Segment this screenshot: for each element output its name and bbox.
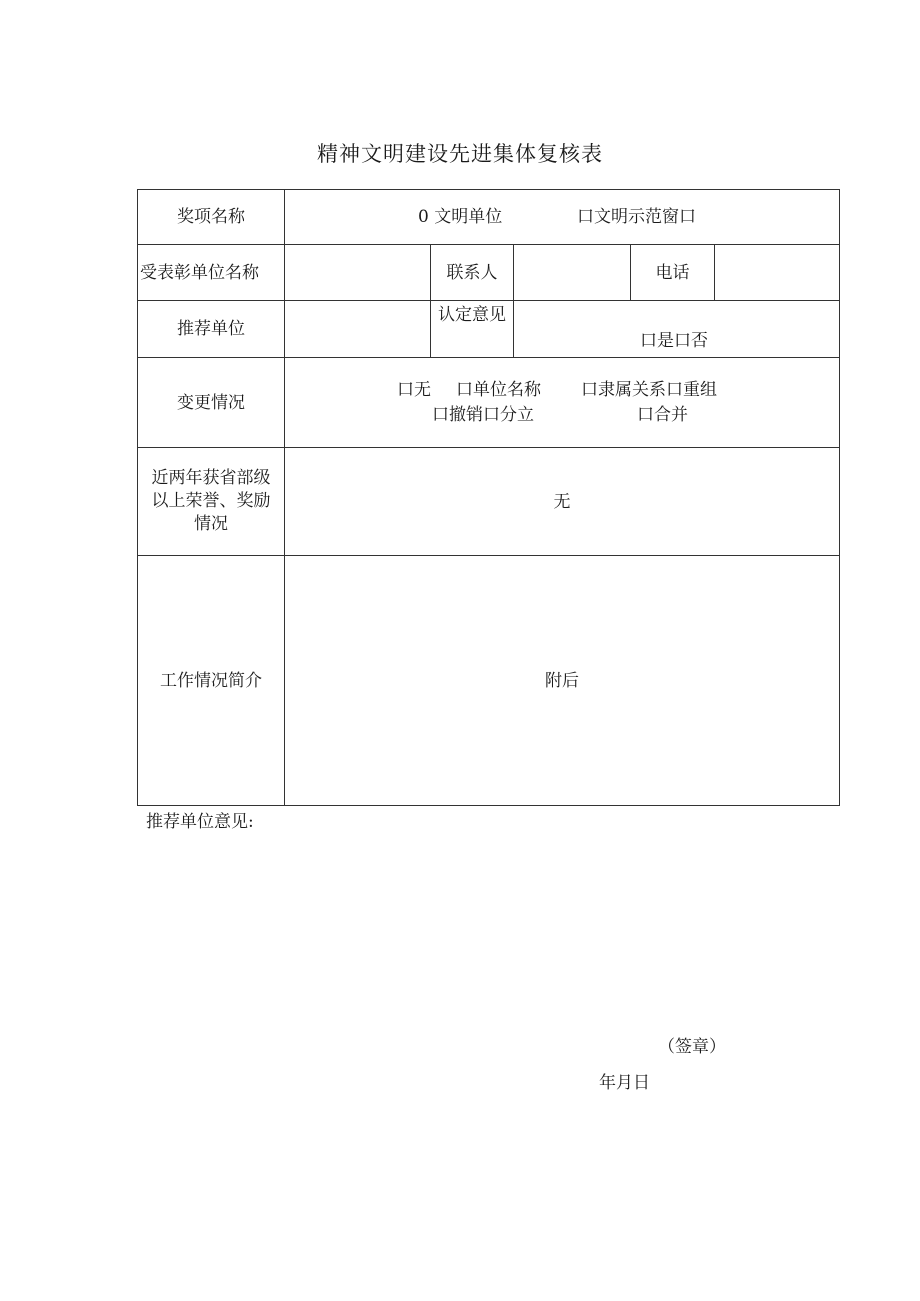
change-option-unit-name[interactable]: 口单位名称 bbox=[456, 380, 541, 400]
honor-value[interactable]: 无 bbox=[285, 448, 840, 556]
recipient-unit-label: 受表彰单位名称 bbox=[138, 245, 285, 301]
award-name-value-cell bbox=[285, 190, 840, 245]
recipient-unit-field[interactable] bbox=[285, 245, 431, 301]
award-name-label: 奖项名称 bbox=[138, 190, 285, 245]
change-option-affiliation-reorg[interactable]: 口隶属关系口重组 bbox=[581, 380, 717, 400]
award-option-model-window[interactable]: 口文明示范窗口 bbox=[577, 207, 696, 227]
phone-field[interactable] bbox=[715, 245, 840, 301]
recommend-unit-label: 推荐单位 bbox=[138, 301, 285, 358]
confirm-opinion-label: 认定意见 bbox=[431, 301, 514, 358]
row-award-name bbox=[138, 190, 840, 245]
change-status-cell bbox=[285, 358, 840, 448]
page-title: 精神文明建设先进集体复核表 bbox=[317, 142, 603, 166]
work-summary-value[interactable]: 附后 bbox=[285, 556, 840, 806]
change-status-label: 变更情况 bbox=[138, 358, 285, 448]
contact-person-label: 联系人 bbox=[431, 245, 514, 301]
seal-label: （签章） bbox=[658, 1037, 726, 1057]
row-recipient bbox=[138, 245, 840, 301]
change-option-none[interactable]: 口无 bbox=[397, 380, 431, 400]
honor-label-line1: 近两年获省部级 bbox=[151, 468, 271, 488]
work-summary-label: 工作情况简介 bbox=[138, 556, 285, 806]
row-honor bbox=[138, 448, 840, 556]
honor-label-line2: 以上荣誉、奖励 bbox=[151, 491, 271, 511]
contact-person-field[interactable] bbox=[514, 245, 631, 301]
confirm-opinion-cell bbox=[514, 301, 840, 358]
recommend-opinion-label: 推荐单位意见: bbox=[146, 812, 254, 832]
phone-label: 电话 bbox=[631, 245, 715, 301]
row-change bbox=[138, 358, 840, 448]
confirm-yes-no-options[interactable]: 口是口否 bbox=[640, 331, 708, 351]
change-option-revoke-split[interactable]: 口撤销口分立 bbox=[432, 405, 534, 425]
date-label: 年月日 bbox=[599, 1073, 650, 1093]
award-option-civilized-unit[interactable]: 0 文明单位 bbox=[418, 207, 503, 227]
honor-label bbox=[138, 448, 285, 556]
row-work-summary bbox=[138, 556, 840, 806]
review-form-table bbox=[137, 189, 840, 806]
recommend-unit-field[interactable] bbox=[285, 301, 431, 358]
change-option-merge[interactable]: 口合并 bbox=[637, 405, 688, 425]
row-recommend bbox=[138, 301, 840, 358]
honor-label-line3: 情况 bbox=[194, 514, 228, 534]
